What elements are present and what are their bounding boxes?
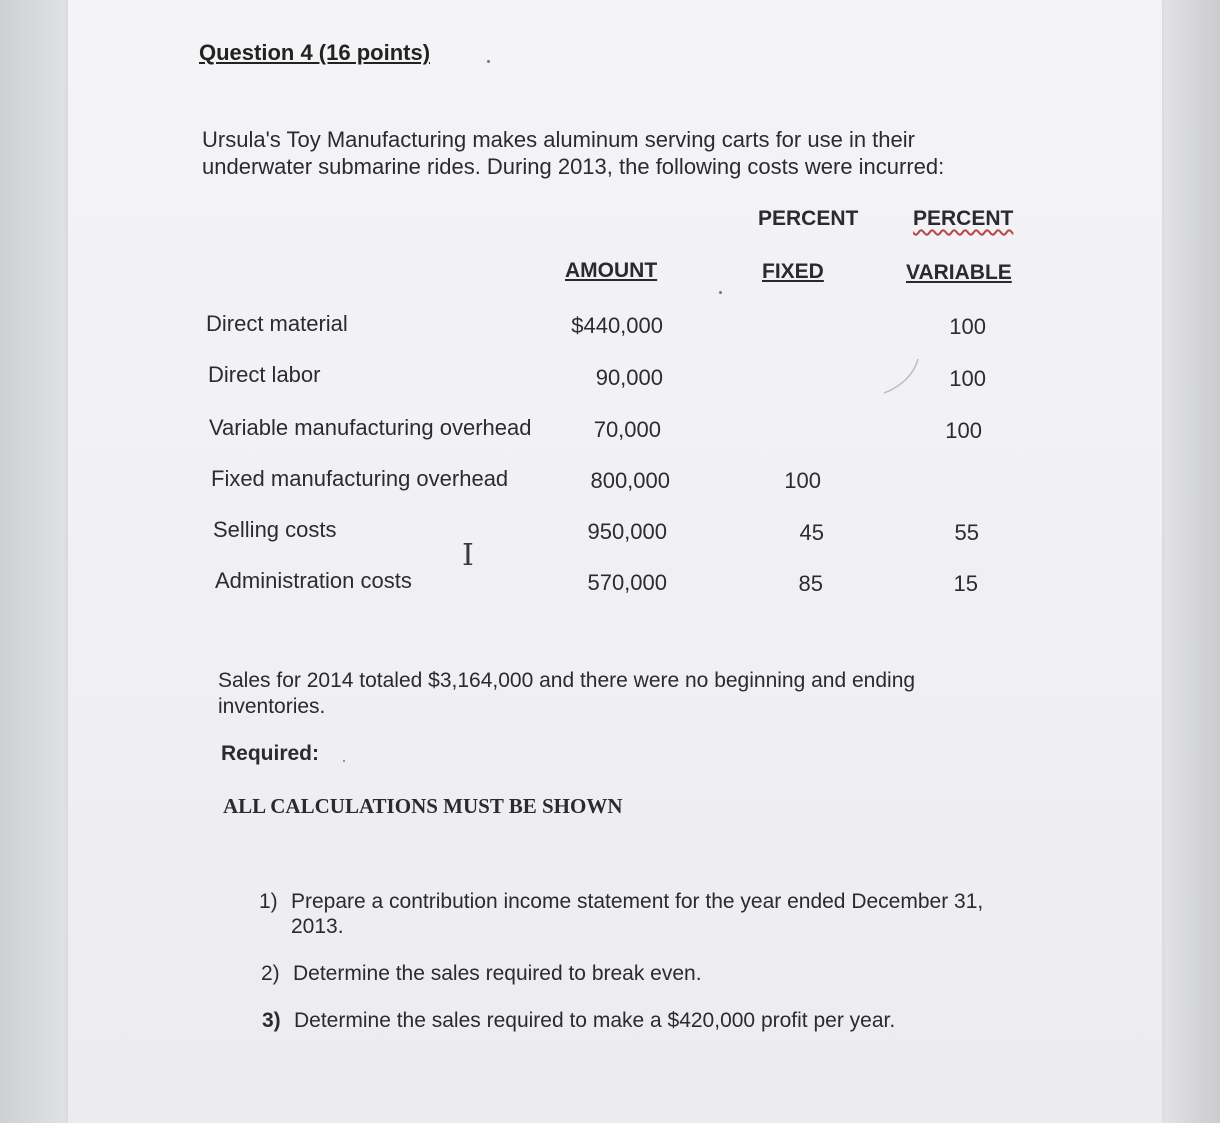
row-amount-variable-mfg-overhead: 70,000 (593, 417, 661, 442)
header-percent-variable: PERCENT (913, 207, 1014, 230)
calculations-notice: ALL CALCULATIONS MUST BE SHOWN (223, 794, 623, 818)
requirement-item (261, 961, 1031, 987)
required-label: Required: (221, 742, 320, 765)
requirement-text: Prepare a contribution income statement for the year ended December 31, 2013. (291, 890, 984, 938)
sales-paragraph: Sales for 2014 totaled $3,164,000 and there were no beginning and ending inventories. (218, 669, 916, 718)
row-variable-variable-mfg-overhead: 100 (945, 418, 982, 443)
requirement-number: 3) (262, 1009, 281, 1032)
header-percent-fixed: PERCENT (758, 207, 859, 230)
requirement-item (262, 1008, 1032, 1034)
question-title: Question 4 (16 points) (199, 40, 431, 65)
row-amount-administration-costs: 570,000 (587, 570, 667, 595)
row-variable-direct-material: 100 (949, 314, 986, 339)
requirement-text: Determine the sales required to break even. (293, 962, 702, 985)
row-label-selling-costs: Selling costs (213, 517, 337, 542)
text-cursor-icon: I (462, 538, 474, 573)
row-variable-direct-labor: 100 (949, 366, 986, 391)
header-variable: VARIABLE (906, 261, 1012, 284)
row-label-direct-labor: Direct labor (208, 362, 321, 387)
row-fixed-selling-costs: 45 (799, 520, 824, 545)
row-label-variable-mfg-overhead: Variable manufacturing overhead (209, 415, 532, 440)
row-label-administration-costs: Administration costs (215, 568, 412, 593)
row-amount-fixed-mfg-overhead: 800,000 (590, 468, 670, 493)
stray-mark (719, 291, 722, 294)
row-label-fixed-mfg-overhead: Fixed manufacturing overhead (211, 466, 509, 491)
row-amount-direct-labor: 90,000 (595, 365, 663, 390)
row-label-direct-material: Direct material (206, 311, 348, 336)
stray-mark (487, 60, 490, 63)
stray-mark (343, 760, 345, 762)
pencil-stroke (880, 355, 924, 399)
row-variable-selling-costs: 55 (954, 520, 979, 545)
row-amount-direct-material: $440,000 (571, 313, 663, 338)
header-amount: AMOUNT (565, 259, 658, 282)
row-fixed-fixed-mfg-overhead: 100 (784, 468, 821, 493)
header-fixed: FIXED (762, 260, 824, 283)
row-variable-administration-costs: 15 (953, 571, 978, 596)
intro-paragraph: Ursula's Toy Manufacturing makes aluminum serving carts for use in their underwater submarine rides. During 2013, the following costs were incurred: (202, 127, 945, 179)
requirement-item (259, 889, 1029, 941)
row-amount-selling-costs: 950,000 (587, 519, 667, 544)
requirement-number: 2) (261, 962, 280, 985)
requirement-number: 1) (259, 890, 278, 913)
row-fixed-administration-costs: 85 (798, 571, 823, 596)
requirement-text: Determine the sales required to make a $420,000 profit per year. (294, 1009, 896, 1032)
